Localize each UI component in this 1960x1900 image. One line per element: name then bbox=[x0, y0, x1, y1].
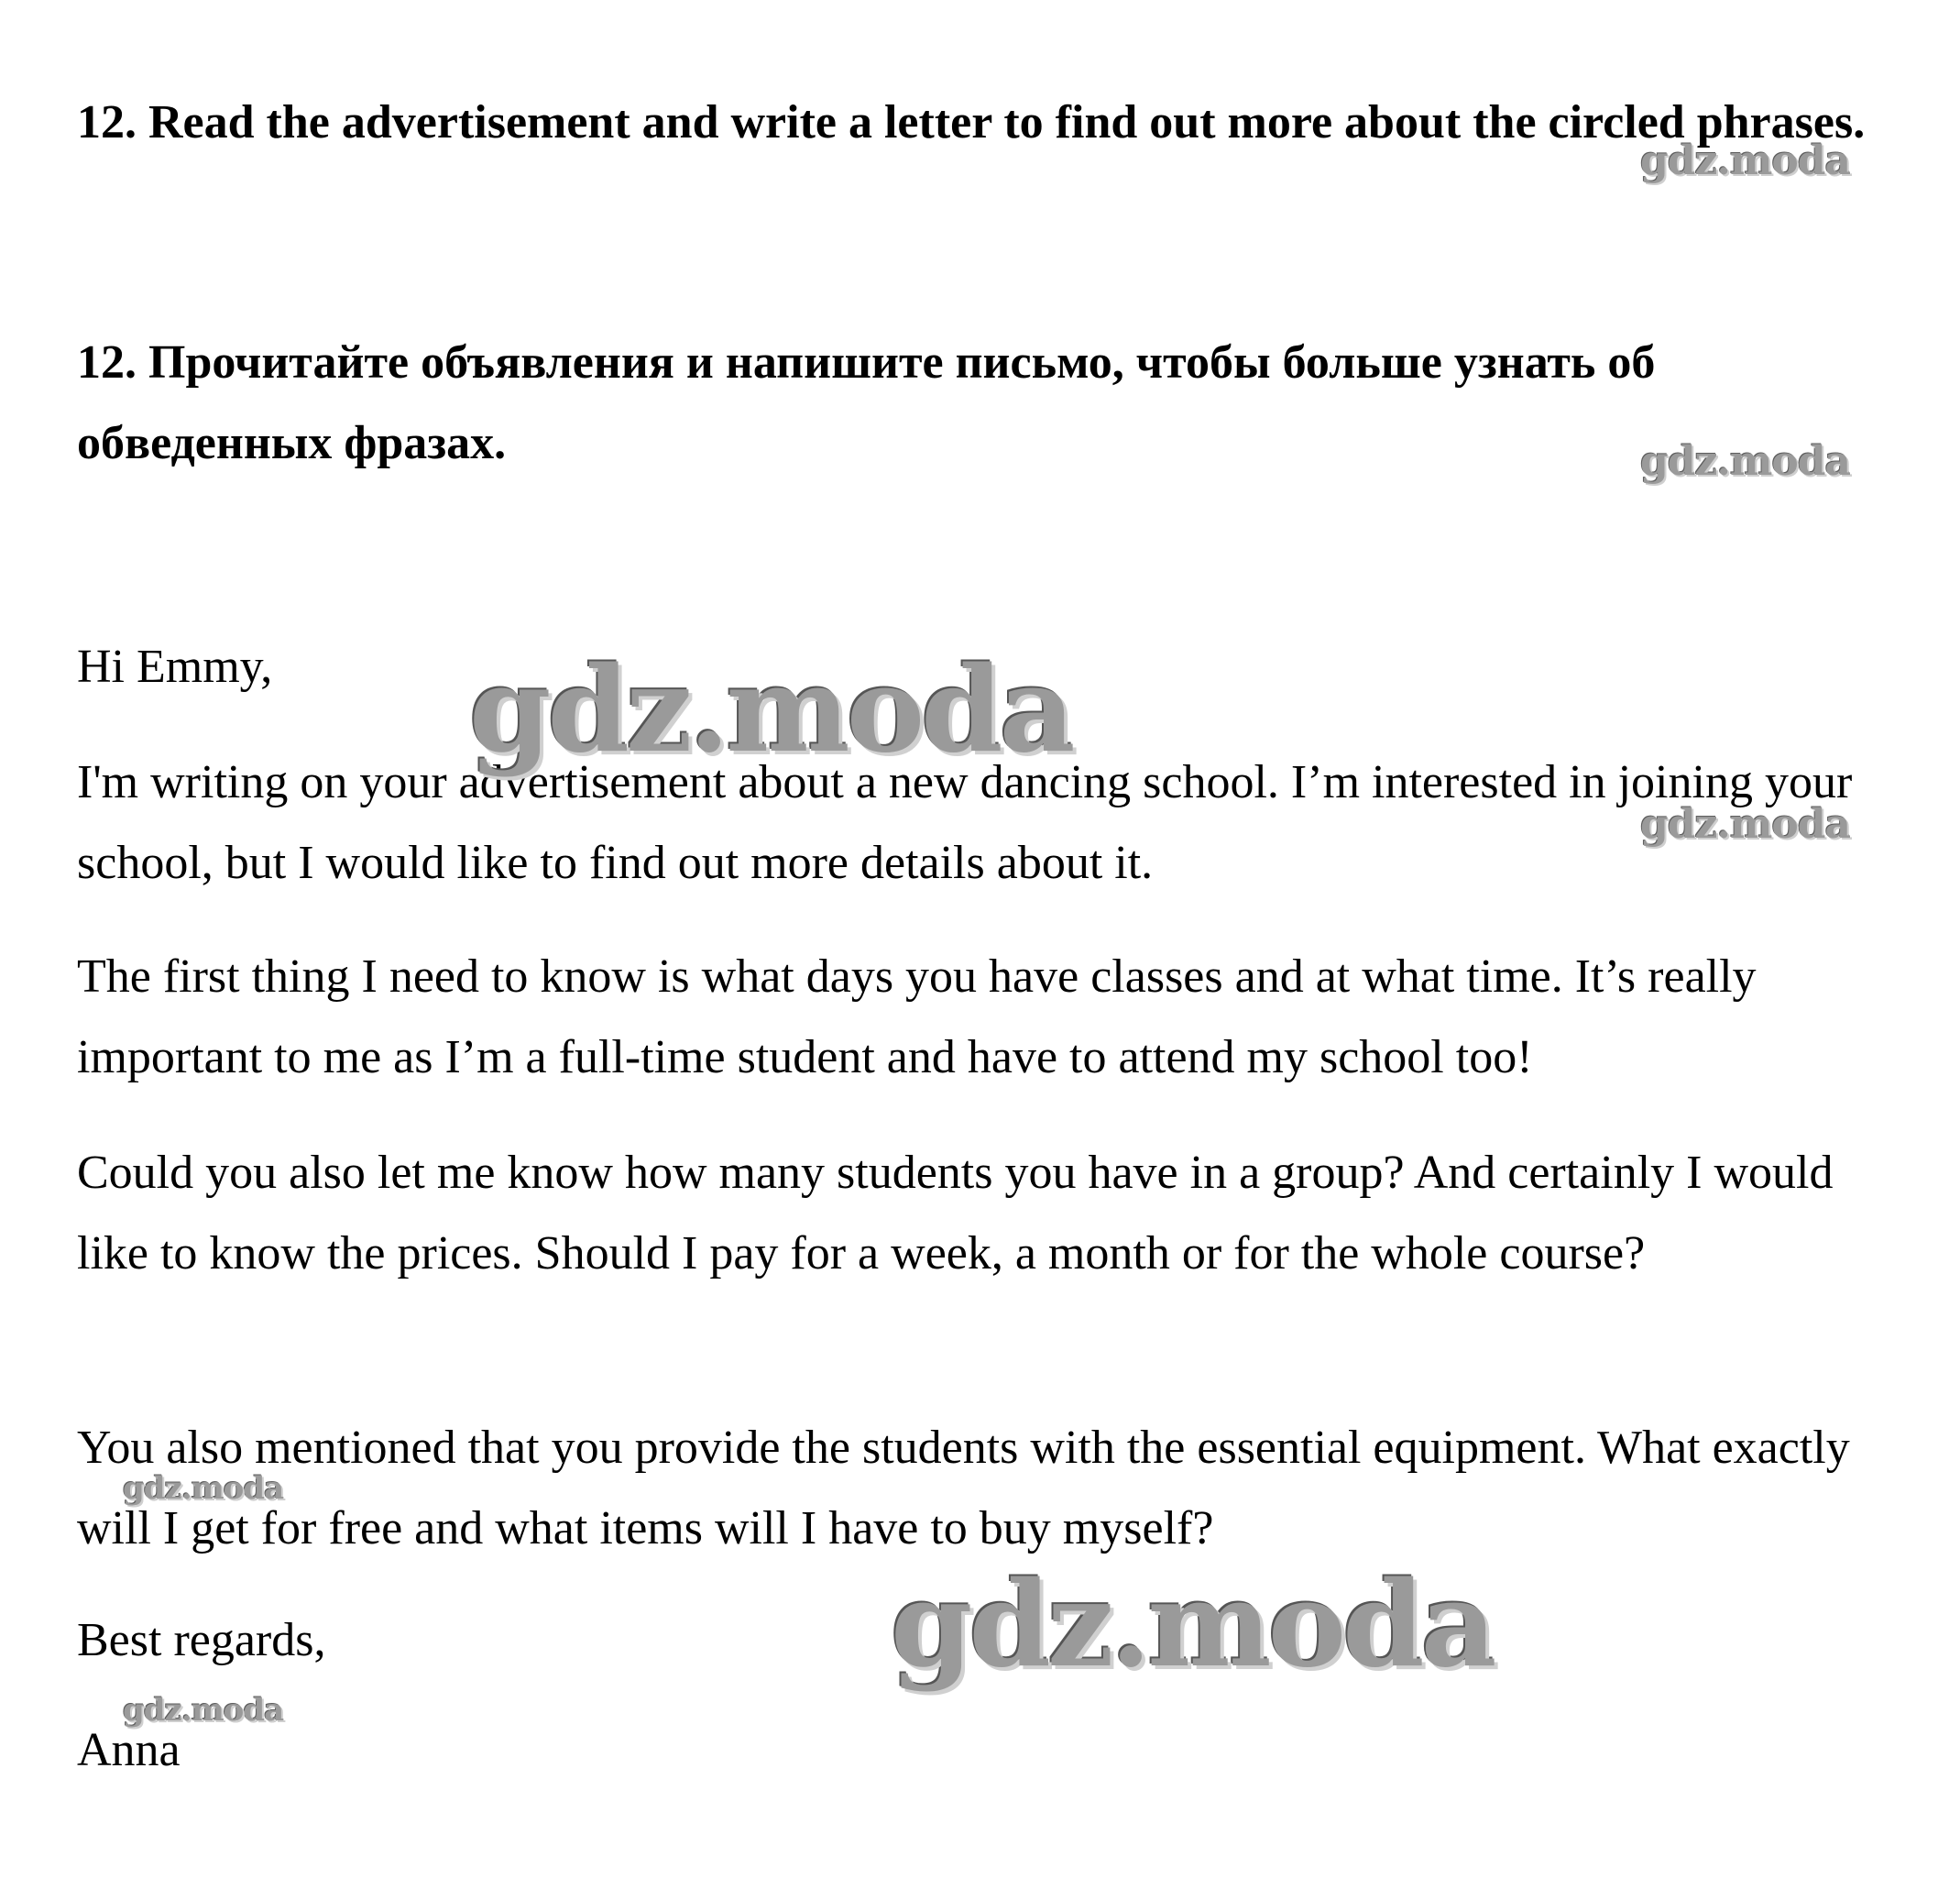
watermark: gdz.moda bbox=[123, 1470, 284, 1507]
letter-paragraph-3: Could you also let me know how many students you have in a group? And certainly I would like to know the prices. Should I pay for a week, a month or for the whole course? bbox=[77, 1147, 1834, 1279]
task-heading-english: 12. Read the advertisement and write a letter to find out more about the circled phrases. bbox=[77, 96, 1866, 148]
letter-paragraph-4: You also mentioned that you provide the students with the essential equipment. What exactly will I get for free and what items will I have to buy myself? bbox=[77, 1422, 1850, 1554]
watermark: gdz.moda bbox=[891, 1556, 1494, 1694]
letter-signature: Anna bbox=[77, 1724, 181, 1776]
watermark: gdz.moda bbox=[1640, 137, 1851, 184]
watermark: gdz.moda bbox=[1640, 801, 1851, 848]
letter-closing: Best regards, bbox=[77, 1614, 326, 1666]
task-heading-russian: 12. Прочитайте объявления и напишите письмо, чтобы больше узнать об обведенных фразах. bbox=[77, 336, 1656, 469]
letter-paragraph-1: I'm writing on your advertisement about a new dancing school. I’m interested in joining your school, but I would like to find out more details about it. bbox=[77, 756, 1853, 889]
watermark: gdz.moda bbox=[469, 642, 1072, 779]
watermark: gdz.moda bbox=[1640, 438, 1851, 485]
letter-paragraph-2: The first thing I need to know is what days you have classes and at what time. It’s really important to me as I’m a full-time student and have to attend my school too! bbox=[77, 950, 1757, 1083]
letter-greeting: Hi Emmy, bbox=[77, 641, 273, 693]
watermark: gdz.moda bbox=[123, 1692, 284, 1729]
